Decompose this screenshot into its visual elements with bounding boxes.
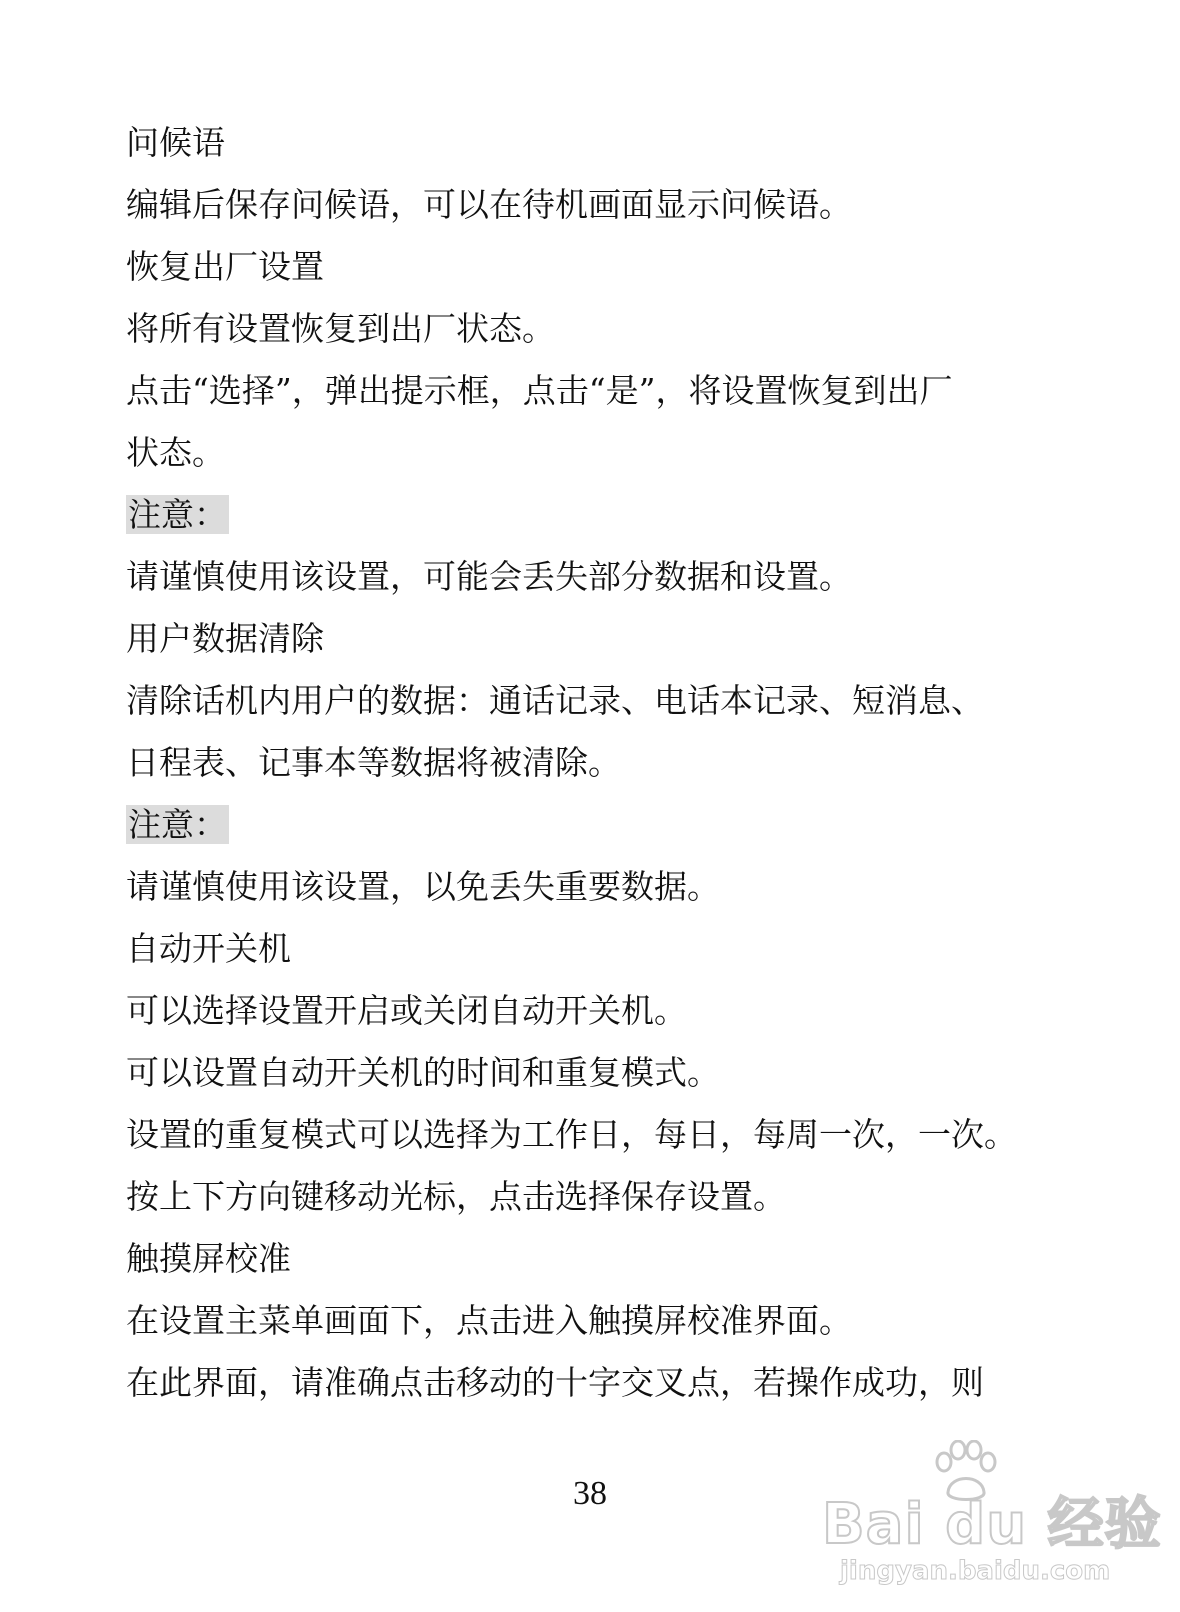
body-text [126,112,1126,1414]
text-line [126,856,1126,918]
text-line-content: 自动开关机 [126,929,291,968]
baidu-jingyan-watermark [822,1440,1162,1600]
text-line [126,1290,1126,1352]
text-line [126,546,1126,608]
text-line-content: 触摸屏校准 [126,1239,291,1278]
text-line [126,732,1126,794]
watermark-logo-text: Bai du 经验 [822,1492,1162,1557]
text-line-content: 可以选择设置开启或关闭自动开关机。 [126,991,687,1030]
text-line-content: 请谨慎使用该设置，以免丢失重要数据。 [126,867,720,906]
text-line-content: 按上下方向键移动光标，点击选择保存设置。 [126,1177,786,1216]
text-line [126,112,1126,174]
text-line-content: 恢复出厂设置 [126,247,324,286]
text-line-content: 问候语 [126,123,225,162]
text-line [126,1042,1126,1104]
text-line-content: 状态。 [126,433,225,472]
text-line [126,236,1126,298]
text-line [126,1228,1126,1290]
text-line-content: 点击“选择”，弹出提示框，点击“是”，将设置恢复到出厂 [126,371,953,410]
text-line-content: 用户数据清除 [126,619,324,658]
text-line [126,670,1126,732]
note-label [126,794,1126,856]
watermark-url: jingyan.baidu.com [840,1556,1111,1586]
text-line [126,1352,1126,1414]
text-line-content: 将所有设置恢复到出厂状态。 [126,309,555,348]
text-line-content: 可以设置自动开关机的时间和重复模式。 [126,1053,720,1092]
text-line [126,174,1126,236]
text-line [126,298,1126,360]
text-line-content: 编辑后保存问候语，可以在待机画面显示问候语。 [126,185,852,224]
text-line-content: 在此界面，请准确点击移动的十字交叉点，若操作成功，则 [126,1363,984,1402]
text-line-content: 请谨慎使用该设置，可能会丢失部分数据和设置。 [126,557,852,596]
text-line [126,980,1126,1042]
text-line [126,918,1126,980]
text-line-content: 设置的重复模式可以选择为工作日，每日，每周一次，一次。 [126,1115,1017,1154]
text-line-content: 注意： [128,805,227,844]
text-line [126,1104,1126,1166]
text-line [126,1166,1126,1228]
text-line [126,360,1126,422]
text-line-content: 在设置主菜单画面下，点击进入触摸屏校准界面。 [126,1301,852,1340]
note-label [126,484,1126,546]
text-line-content: 清除话机内用户的数据：通话记录、电话本记录、短消息、 [126,681,984,720]
text-line [126,422,1126,484]
text-line-content: 注意： [128,495,227,534]
text-line [126,608,1126,670]
text-line-content: 日程表、记事本等数据将被清除。 [126,743,621,782]
page-number: 38 [573,1475,607,1512]
